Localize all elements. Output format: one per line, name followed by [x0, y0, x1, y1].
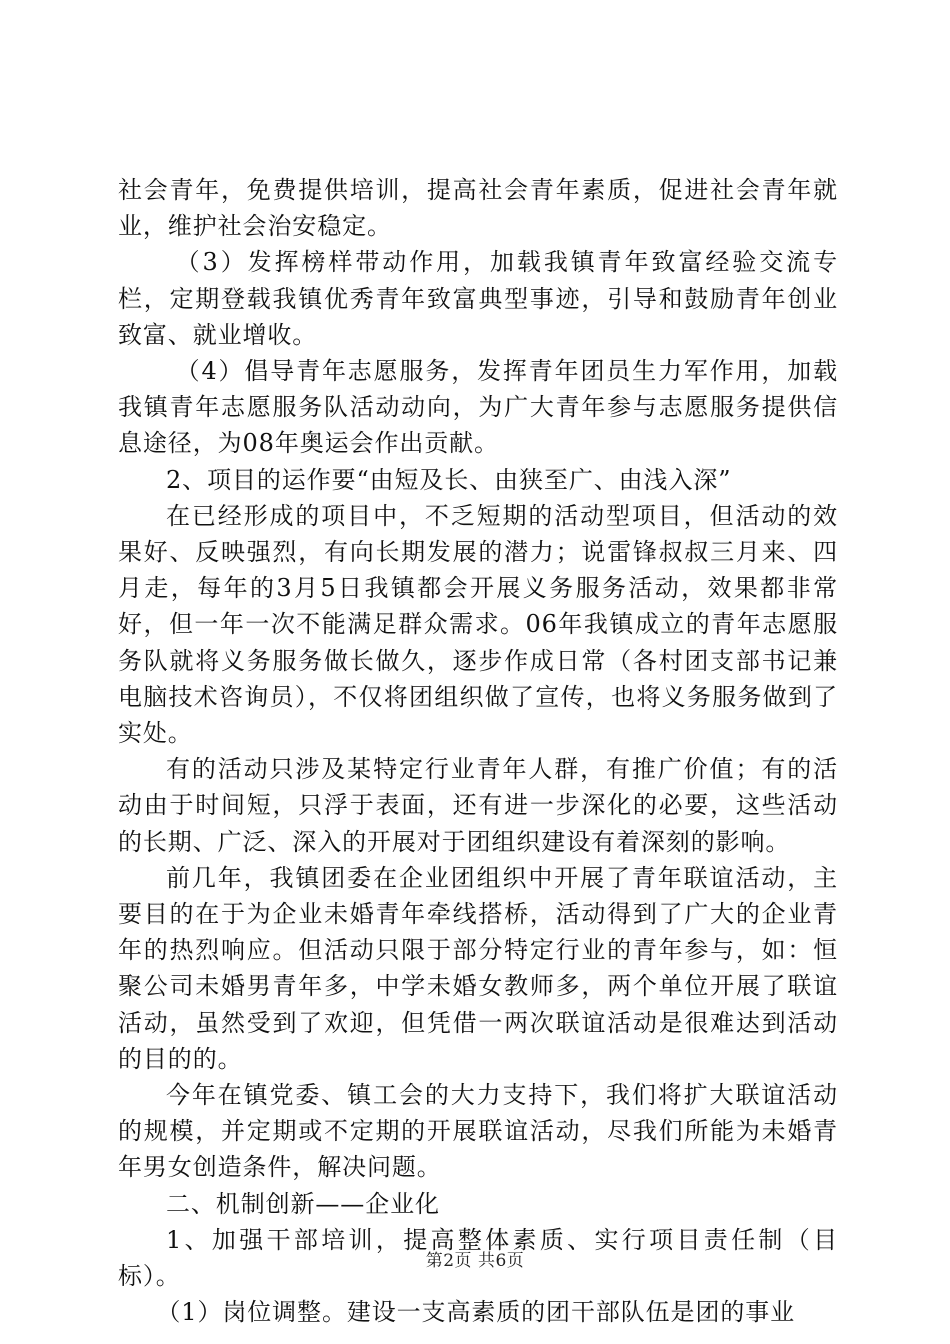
section-heading-2: 2、项目的运作要“由短及长、由狭至广、由浅入深”	[166, 465, 732, 494]
paragraph-item-4: （4）倡导青年志愿服务，发挥青年团员生力军作用，加载我镇青年志愿服务队活动动向，为广大青年参与志愿服务提供信息途径，为08年奥运会作出贡献。	[118, 357, 838, 458]
paragraph-project-examples: 在已经形成的项目中，不乏短期的活动型项目，但活动的效果好、反映强烈，有向长期发展的潜力；说雷锋叔叔三月来、四月走，每年的3月5日我镇都会开展义务服务活动，效果都非常好，但一年一次不能满足群众需求。06年我镇成立的青年志愿服务队就将义务服务做长做久，逐步作成日常（各村团支部书记兼电脑技术咨询员），不仅将团组织做了宣传，也将义务服务做到了实处。	[118, 501, 838, 748]
page-number: 第2页 共6页	[425, 1251, 525, 1271]
paragraph-activity-scope: 有的活动只涉及某特定行业青年人群，有推广价值；有的活动由于时间短，只浮于表面，还有进一步深化的必要，这些活动的长期、广泛、深入的开展对于团组织建设有着深刻的影响。	[118, 755, 838, 856]
document-body	[118, 172, 838, 1331]
paragraph-position-adjustment: （1）岗位调整。建设一支高素质的团干部队伍是团的事业	[156, 1298, 796, 1327]
paragraph-item-3: （3）发挥榜样带动作用，加载我镇青年致富经验交流专栏，定期登载我镇优秀青年致富典型事迹，引导和鼓励青年创业致富、就业增收。	[118, 248, 838, 349]
paragraph-youth-fellowship: 前几年，我镇团委在企业团组织中开展了青年联谊活动，主要目的在于为企业未婚青年牵线搭桥，活动得到了广大的企业青年的热烈响应。但活动只限于部分特定行业的青年参与，如：恒聚公司未婚男青年多，中学未婚女教师多，两个单位开展了联谊活动，虽然受到了欢迎，但凭借一两次联谊活动是很难达到活动的目的的。	[118, 863, 838, 1073]
section-heading-mechanism: 二、机制创新——企业化	[166, 1189, 440, 1218]
paragraph-this-year: 今年在镇党委、镇工会的大力支持下，我们将扩大联谊活动的规模，并定期或不定期的开展联谊活动，尽我们所能为未婚青年男女创造条件，解决问题。	[118, 1081, 838, 1182]
section-heading-training: 1、加强干部培训，提高整体素质、实行项目责任制（目标）。	[118, 1225, 838, 1291]
paragraph-continuation: 社会青年，免费提供培训，提高社会青年素质，促进社会青年就业，维护社会治安稳定。	[118, 176, 838, 241]
